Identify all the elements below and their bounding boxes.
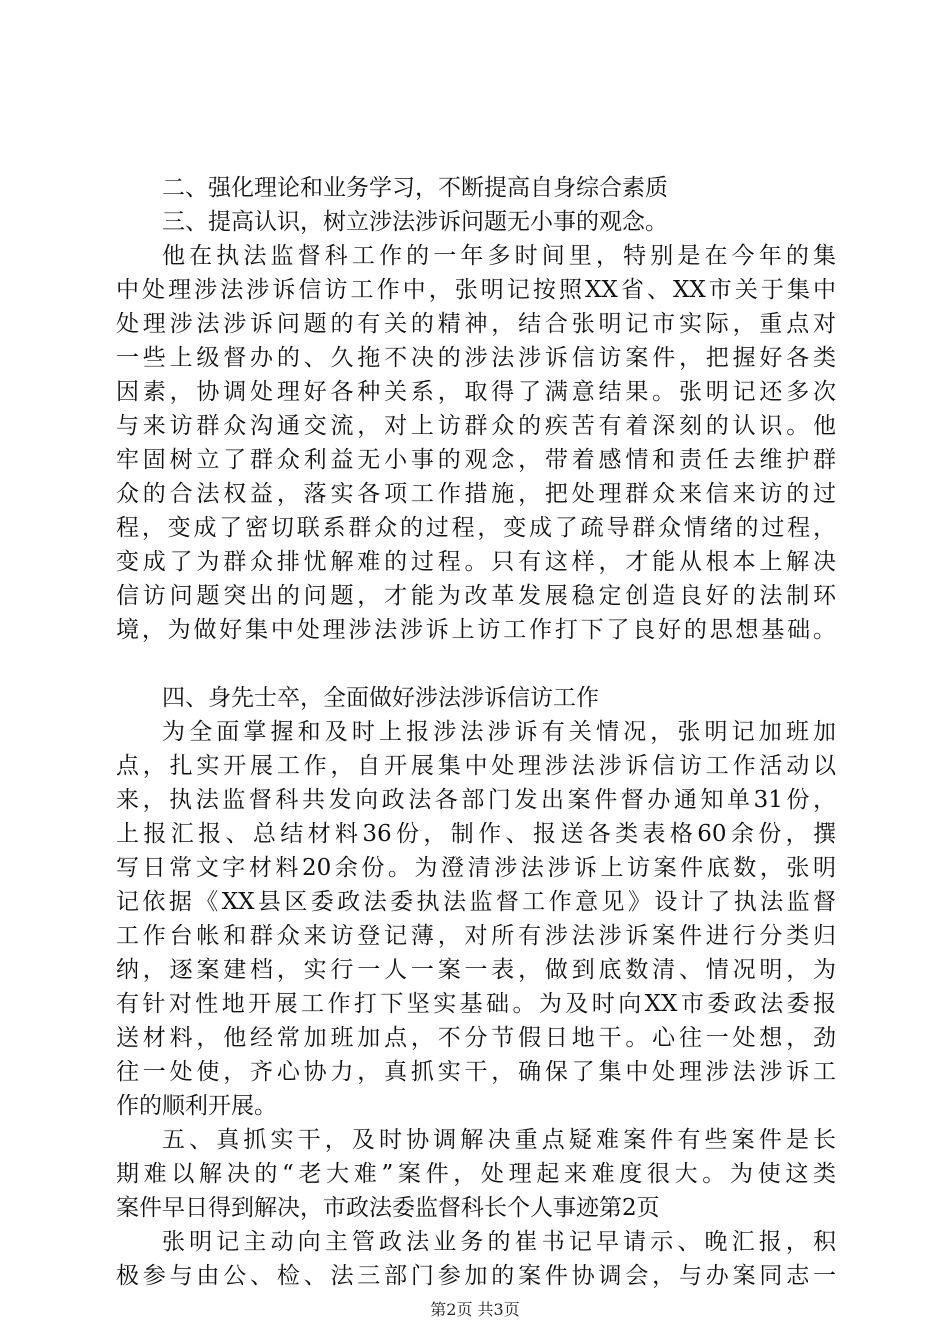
paragraph-line: 处理涉法涉诉问题的有关的精神，结合张明记市实际，重点对 bbox=[116, 311, 836, 337]
section-heading-3: 三、提高认识，树立涉法涉诉问题无小事的观念。 bbox=[162, 209, 668, 235]
paragraph-line: 程，变成了密切联系群众的过程，变成了疏导群众情绪的过程， bbox=[116, 515, 836, 541]
paragraph-line: 信访问题突出的问题，才能为改革发展稳定创造良好的法制环 bbox=[116, 583, 836, 609]
paragraph-line: 与来访群众沟通交流，对上访群众的疾苦有着深刻的认识。他 bbox=[116, 413, 836, 439]
document-body bbox=[116, 171, 836, 1293]
paragraph-line: 极参与由公、检、法三部门参加的案件协调会，与办案同志一 bbox=[116, 1263, 836, 1289]
paragraph-line: 牢固树立了群众利益无小事的观念，带着感情和责任去维护群 bbox=[116, 447, 836, 473]
paragraph-line: 送材料，他经常加班加点，不分节假日地干。心往一处想，劲 bbox=[116, 1025, 836, 1051]
paragraph-line: 纳，逐案建档，实行一人一案一表，做到底数清、情况明，为 bbox=[116, 957, 836, 983]
paragraph-line: 记依据《XX县区委政法委执法监督工作意见》设计了执法监督 bbox=[116, 889, 836, 915]
section-heading-4: 四、身先士卒，全面做好涉法涉诉信访工作 bbox=[162, 685, 599, 711]
section-heading-2: 二、强化理论和业务学习，不断提高自身综合素质 bbox=[162, 175, 668, 201]
paragraph-line: 期难以解决的“老大难”案件，处理起来难度很大。为使这类 bbox=[116, 1161, 836, 1187]
paragraph-line: 变成了为群众排忧解难的过程。只有这样，才能从根本上解决 bbox=[116, 549, 836, 575]
paragraph-line: 来，执法监督科共发向政法各部门发出案件督办通知单31份， bbox=[116, 787, 836, 813]
paragraph-line: 为全面掌握和及时上报涉法涉诉有关情况，张明记加班加 bbox=[162, 719, 836, 745]
page-number-footer: 第2页 共3页 bbox=[430, 1300, 520, 1319]
paragraph-line: 案件早日得到解决，市政法委监督科长个人事迹第2页 bbox=[116, 1195, 660, 1221]
paragraph-line: 上报汇报、总结材料36份，制作、报送各类表格60余份，撰 bbox=[116, 821, 836, 847]
paragraph-line: 因素，协调处理好各种关系，取得了满意结果。张明记还多次 bbox=[116, 379, 836, 405]
paragraph-line: 他在执法监督科工作的一年多时间里，特别是在今年的集 bbox=[162, 243, 836, 269]
paragraph-line: 作的顺利开展。 bbox=[116, 1093, 277, 1119]
paragraph-line: 写日常文字材料20余份。为澄清涉法涉诉上访案件底数，张明 bbox=[116, 855, 836, 881]
paragraph-line: 一些上级督办的、久拖不决的涉法涉诉信访案件，把握好各类 bbox=[116, 345, 836, 371]
paragraph-gap bbox=[116, 647, 836, 681]
paragraph-line: 往一处使，齐心协力，真抓实干，确保了集中处理涉法涉诉工 bbox=[116, 1059, 836, 1085]
paragraph-line: 有针对性地开展工作打下坚实基础。为及时向XX市委政法委报 bbox=[116, 991, 836, 1017]
paragraph-line: 工作台帐和群众来访登记薄，对所有涉法涉诉案件进行分类归 bbox=[116, 923, 836, 949]
section-heading-5: 五、真抓实干，及时协调解决重点疑难案件有些案件是长 bbox=[162, 1127, 836, 1153]
paragraph-line: 境，为做好集中处理涉法涉诉上访工作打下了良好的思想基础。 bbox=[116, 617, 836, 643]
paragraph-line: 中处理涉法涉诉信访工作中，张明记按照XX省、XX市关于集中 bbox=[116, 277, 836, 303]
paragraph-line: 张明记主动向主管政法业务的崔书记早请示、晚汇报，积 bbox=[162, 1229, 836, 1255]
paragraph-line: 点，扎实开展工作，自开展集中处理涉法涉诉信访工作活动以 bbox=[116, 753, 836, 779]
paragraph-line: 众的合法权益，落实各项工作措施，把处理群众来信来访的过 bbox=[116, 481, 836, 507]
